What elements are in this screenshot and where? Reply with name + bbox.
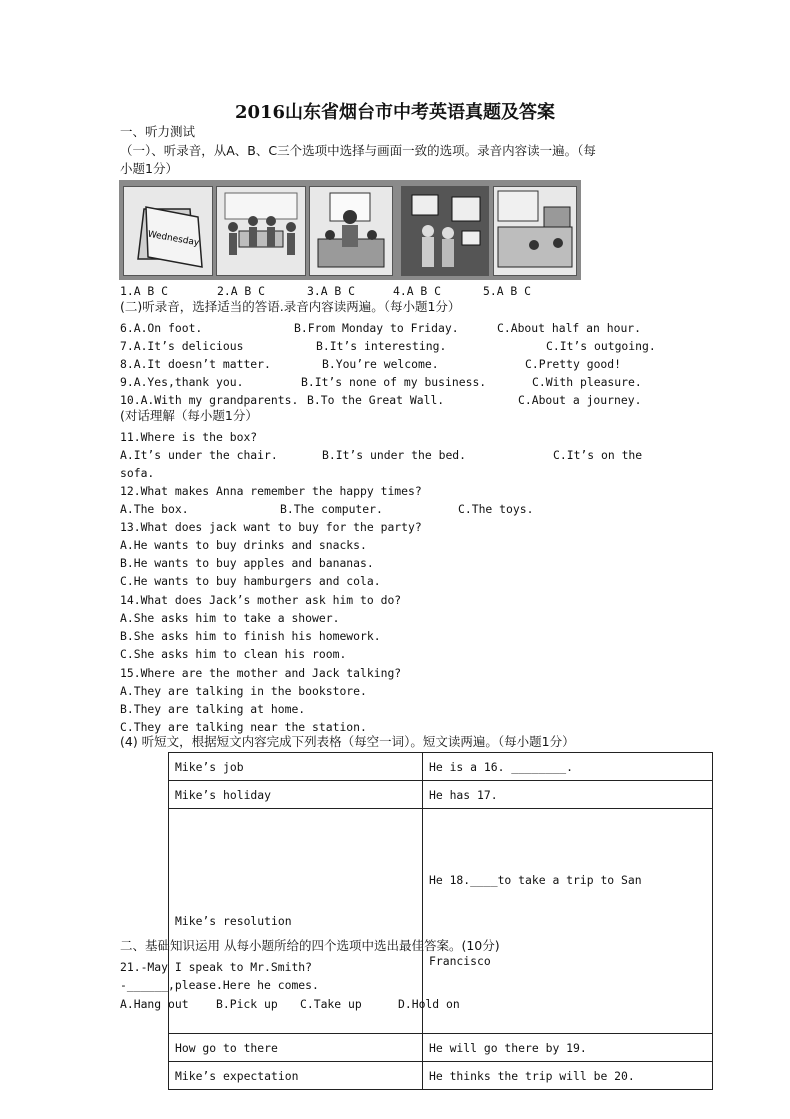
question-21-reply: -______,please.Here he comes. — [120, 978, 319, 992]
q6-option-b: B.From Monday to Friday. — [294, 321, 459, 335]
table-row — [169, 1034, 713, 1062]
question-13: 13.What does jack want to buy for the party? — [120, 520, 422, 534]
question-11-option-c-cont: sofa. — [120, 466, 155, 480]
part3-instruction: (对话理解（每小题1分） — [120, 408, 258, 423]
q6-option-a: 6.A.On foot. — [120, 321, 203, 335]
table-cell: He is a 16. ________. — [423, 753, 713, 781]
q8-option-b: B.You’re welcome. — [322, 357, 439, 371]
q14-option-b: B.She asks him to finish his homework. — [120, 629, 381, 643]
picture-family-room — [309, 186, 393, 276]
table-cell: Mike’s resolution — [169, 809, 423, 1034]
q10-option-c: C.About a journey. — [518, 393, 642, 407]
question-9 — [120, 374, 680, 390]
picture-options-row — [120, 283, 580, 299]
table-cell-line: He 18.____to take a trip to San — [429, 873, 642, 887]
question-14: 14.What does Jack’s mother ask him to do? — [120, 593, 402, 607]
question-21: 21.-May I speak to Mr.Smith? — [120, 960, 313, 974]
picture-option-1: 1.A B C — [120, 284, 169, 298]
q12-option-c: C.The toys. — [458, 502, 534, 516]
section-heading-basics: 二、基础知识运用 从每小题所给的四个选项中选出最佳答案。(10分) — [120, 938, 500, 953]
q10-option-a: 10.A.With my grandparents. — [120, 393, 299, 407]
q15-option-c: C.They are talking near the station. — [120, 720, 367, 734]
question-12: 12.What makes Anna remember the happy times? — [120, 484, 422, 498]
question-10 — [120, 392, 680, 408]
picture-option-5: 5.A B C — [483, 284, 532, 298]
q13-option-b: B.He wants to buy apples and bananas. — [120, 556, 374, 570]
question-7 — [120, 338, 680, 354]
q21-option-b: B.Pick up — [216, 997, 278, 1011]
q14-option-c: C.She asks him to clean his room. — [120, 647, 347, 661]
q7-option-c: C.It’s outgoing. — [546, 339, 656, 353]
question-12-options — [120, 501, 680, 517]
q8-option-a: 8.A.It doesn’t matter. — [120, 357, 271, 371]
page-title: 2016山东省烟台市中考英语真题及答案 — [234, 102, 556, 123]
picture-option-3: 3.A B C — [307, 284, 356, 298]
q9-option-b: B.It’s none of my business. — [301, 375, 487, 389]
fill-in-table — [168, 752, 713, 1090]
q13-option-c: C.He wants to buy hamburgers and cola. — [120, 574, 381, 588]
q21-option-d: D.Hold on — [398, 997, 460, 1011]
table-cell: He thinks the trip will be 20. — [423, 1062, 713, 1090]
part1-instruction: （一）、听录音，从A、B、C三个选项中选择与画面一致的选项。录音内容读一遍。（每 — [120, 143, 596, 158]
q6-option-c: C.About half an hour. — [497, 321, 642, 335]
q14-option-a: A.She asks him to take a shower. — [120, 611, 340, 625]
question-11: 11.Where is the box? — [120, 430, 258, 444]
picture-museum — [401, 186, 489, 276]
table-cell-line: Francisco — [429, 954, 491, 968]
table-row — [169, 781, 713, 809]
table-cell: He has 17. — [423, 781, 713, 809]
picture-option-2: 2.A B C — [217, 284, 266, 298]
q9-option-c: C.With pleasure. — [532, 375, 642, 389]
q21-option-a: A.Hang out — [120, 997, 189, 1011]
table-row — [169, 1062, 713, 1090]
calendar-label: Wednesday — [146, 229, 200, 249]
q12-option-b: B.The computer. — [280, 502, 383, 516]
table-cell: Mike’s expectation — [169, 1062, 423, 1090]
table-cell: Mike’s holiday — [169, 781, 423, 809]
question-8 — [120, 356, 680, 372]
q11-option-a: A.It’s under the chair. — [120, 448, 278, 462]
part1-instruction-cont: 小题1分） — [120, 161, 178, 176]
question-6 — [120, 320, 680, 336]
section-heading-listening: 一、听力测试 — [120, 124, 196, 139]
table-cell: How go to there — [169, 1034, 423, 1062]
question-21-options — [120, 996, 520, 1012]
q15-option-b: B.They are talking at home. — [120, 702, 306, 716]
q21-option-c: C.Take up — [300, 997, 362, 1011]
table-cell: He will go there by 19. — [423, 1034, 713, 1062]
q13-option-a: A.He wants to buy drinks and snacks. — [120, 538, 367, 552]
picture-strip — [119, 180, 581, 280]
table-row — [169, 753, 713, 781]
picture-kitchen — [493, 186, 577, 276]
picture-option-4: 4.A B C — [393, 284, 442, 298]
question-11-options — [120, 447, 680, 463]
part2-instruction: (二)听录音，选择适当的答语.录音内容读两遍。（每小题1分） — [120, 299, 461, 314]
table-cell: Mike’s job — [169, 753, 423, 781]
q11-option-b: B.It’s under the bed. — [322, 448, 467, 462]
picture-classroom — [216, 186, 306, 276]
q11-option-c: C.It’s on the — [553, 448, 643, 462]
q9-option-a: 9.A.Yes,thank you. — [120, 375, 244, 389]
q7-option-b: B.It’s interesting. — [316, 339, 447, 353]
question-15: 15.Where are the mother and Jack talking? — [120, 666, 402, 680]
q7-option-a: 7.A.It’s delicious — [120, 339, 244, 353]
q15-option-a: A.They are talking in the bookstore. — [120, 684, 367, 698]
q10-option-b: B.To the Great Wall. — [307, 393, 445, 407]
picture-calendar — [123, 186, 213, 276]
part4-instruction: (4) 听短文，根据短文内容完成下列表格（每空一词）。短文读两遍。（每小题1分） — [120, 734, 575, 749]
q12-option-a: A.The box. — [120, 502, 189, 516]
q8-option-c: C.Pretty good! — [525, 357, 622, 371]
